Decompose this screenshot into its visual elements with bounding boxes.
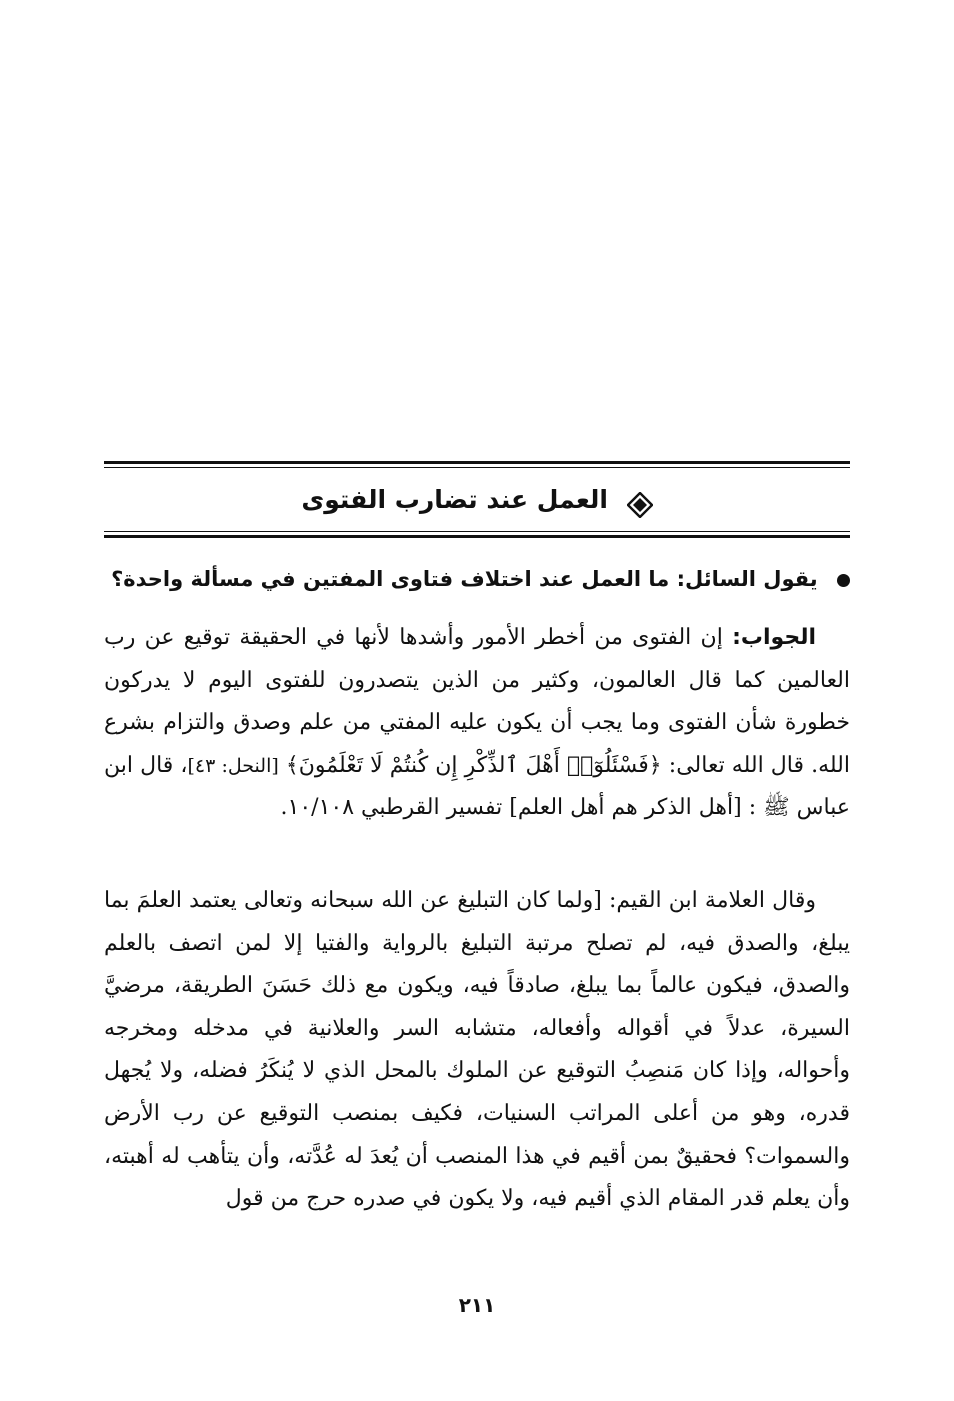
rule-thin: [104, 467, 850, 468]
bullet-icon: [837, 574, 850, 587]
page-number: ٢١١: [458, 1293, 496, 1317]
section-heading: [104, 478, 850, 522]
paragraph-2-text: وقال العلامة ابن القيم: [ولما كان التبليغ عن الله سبحانه وتعالى يعتمد العلمَ بما يبلغ، والصدق فيه، لم تصلح مرتبة التبليغ بالرواية والفتيا إلا لمن اتصف بالعلم والصدق، فيكون عالماً بما يبلغ، صادقاً فيه، ويكون مع ذلك حَسَنَ الطريقة، مرضيَّ السيرة، عدلاً في أقواله وأفعاله، متشابه السر والعلانية في مدخله ومخرجه وأحواله، وإذا كان مَنصِبُ التوقيع عن الملوك بالمحل الذي لا يُنكَرُ فضله، ولا يُجهل قدره، وهو من أعلى المراتب السنيات، فكيف بمنصب التوقيع عن رب الأرض والسموات؟ فحقيقٌ بمن أقيم في هذا المنصب أن يُعدَ له عُدَّته، وأن يتأهب له أهبته، وأن يعلم قدر المقام الذي أقيم فيه، ولا يكون في صدره حرج من قول: [104, 888, 850, 1212]
diamond-icon: [627, 488, 653, 514]
question-text: ما العمل عند اختلاف فتاوى المفتين في مسألة واحدة؟: [111, 567, 670, 591]
answer-after-verse: ، قال ابن عباس ﷺ : [أهل الذكر هم أهل العلم] تفسير القرطبي ١٠/١٠٨.: [104, 752, 850, 821]
answer-text: إن الفتوى من أخطر الأمور وأشدها لأنها في الحقيقة توقيع عن رب العالمين كما قال العالمون، وكثير من الذين يتصدرون للفتوى اليوم لا يدركون خطورة شأن الفتوى وما يجب أن يكون عليه المفتي من علم وصدق والتزام بشرع الله. قال الله تعالى: ﴿فَسْئَلُوٓا۟ أَهْلَ ٱلذِّكْرِ إِن كُنتُمْ لَا تَعْلَمُونَ﴾: [104, 625, 850, 778]
header-rule-bottom: [104, 531, 850, 538]
ibn-qayyim-paragraph: [104, 880, 850, 1221]
answer-label: الجواب:: [732, 625, 816, 650]
rule-thin: [104, 531, 850, 532]
header-rule-top: [104, 461, 850, 468]
rule-thick: [104, 461, 850, 464]
question-label: يقول السائل:: [676, 567, 818, 591]
answer-paragraph: [104, 617, 850, 830]
section-title-text: العمل عند تضارب الفتوى: [301, 485, 608, 514]
rule-thick: [104, 535, 850, 538]
verse-reference: [النحل: ٤٣]: [187, 754, 279, 777]
question-line: [104, 556, 850, 602]
